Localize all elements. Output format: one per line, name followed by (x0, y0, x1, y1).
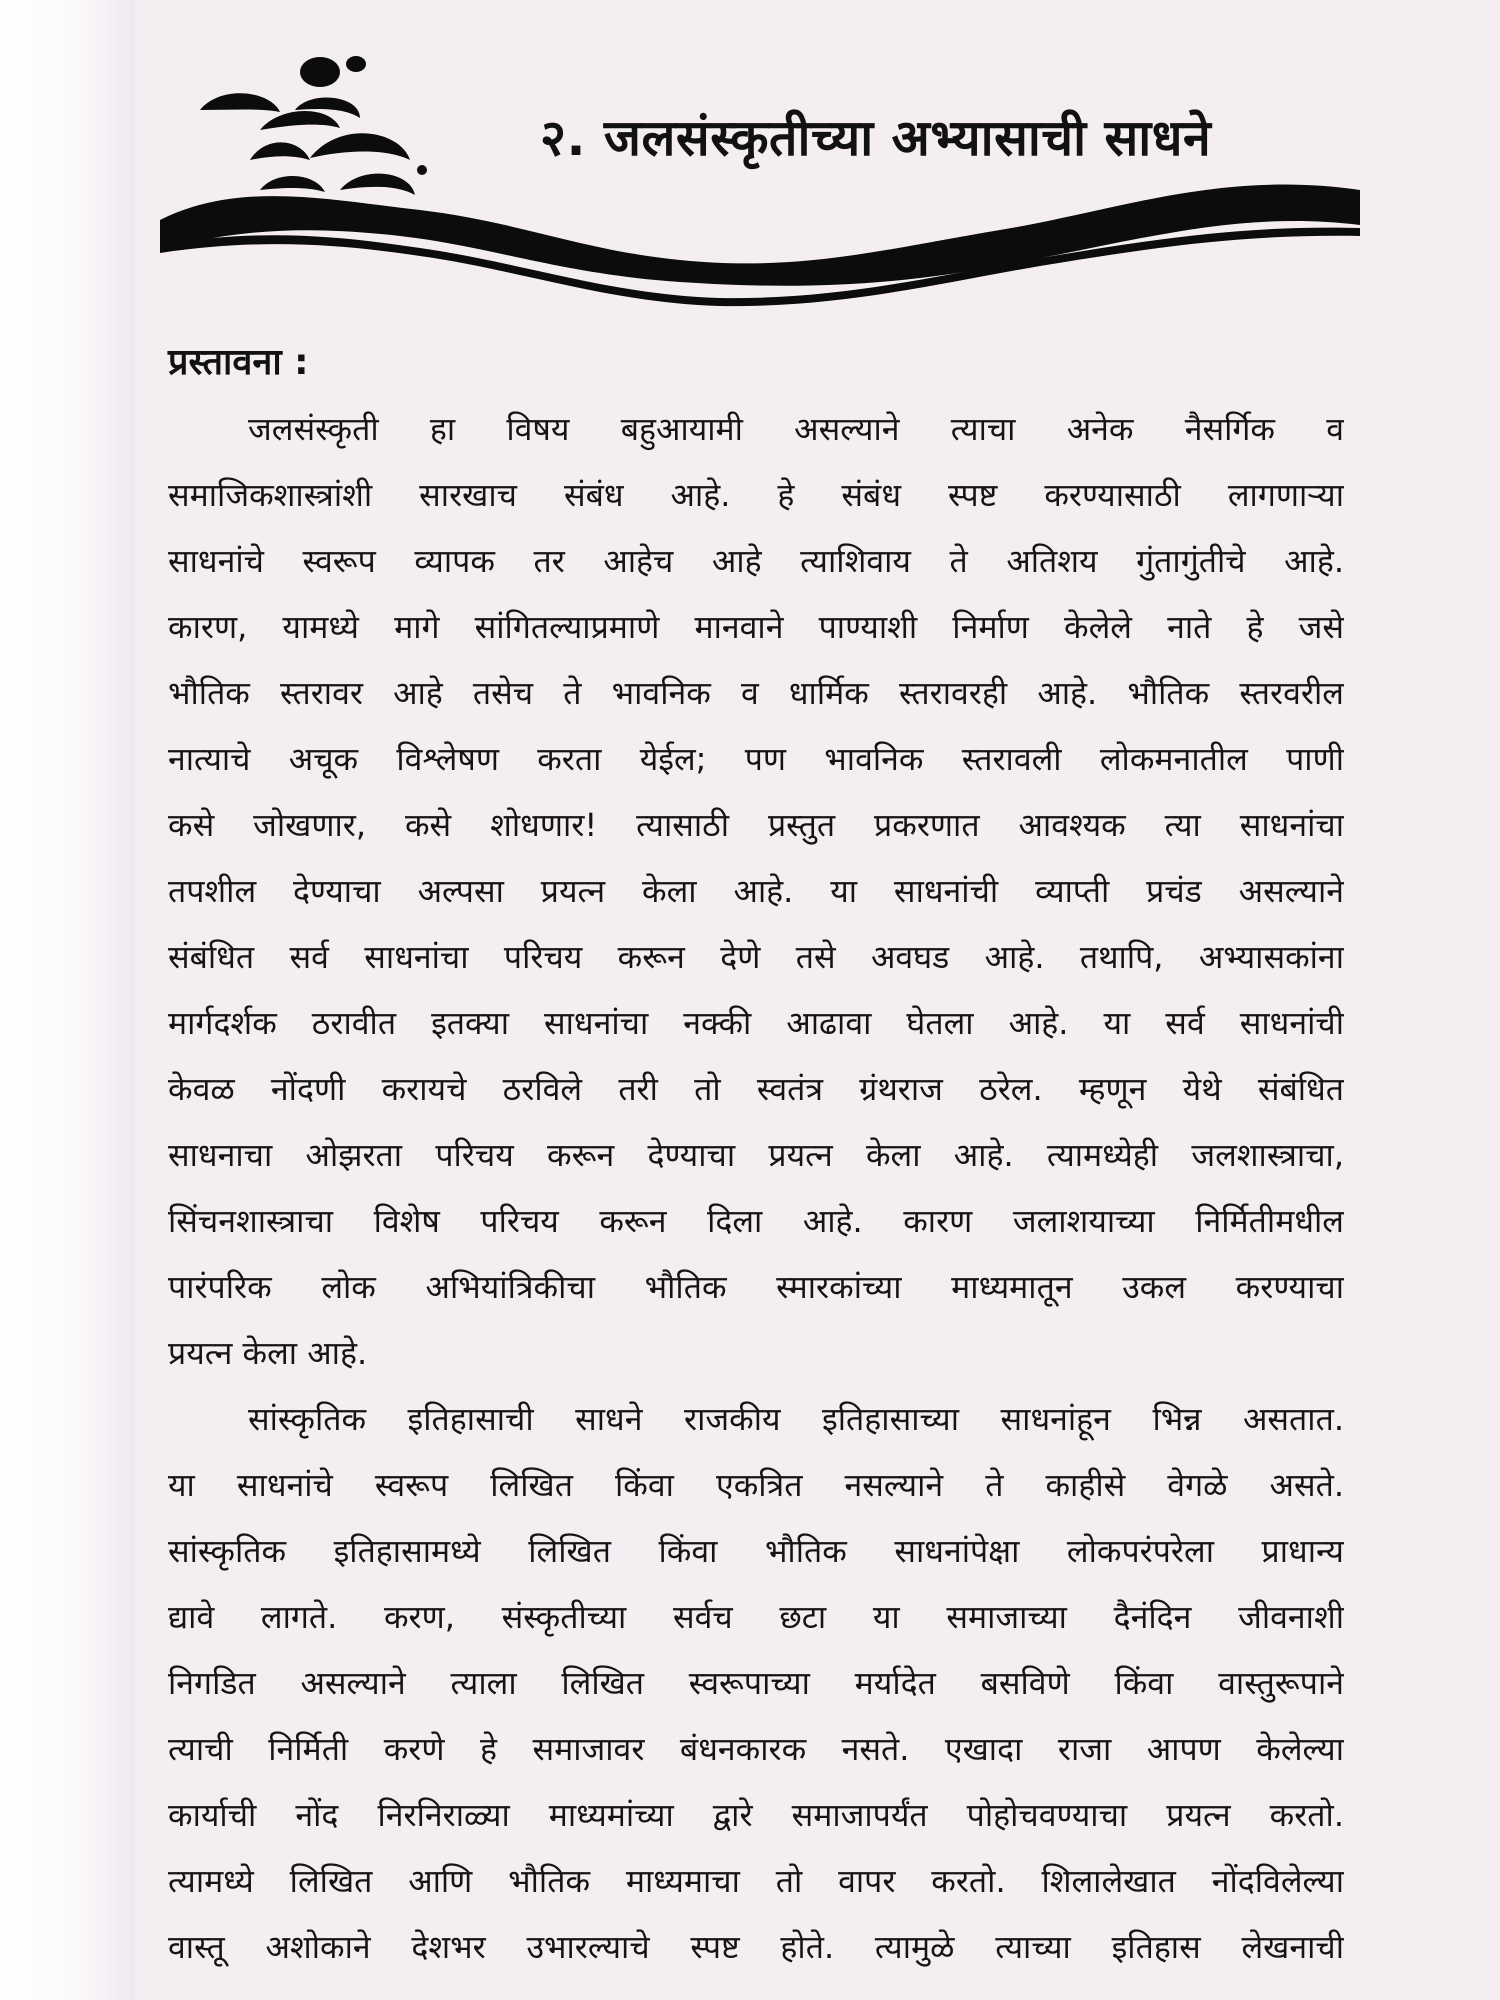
chapter-title: २. जलसंस्कृतीच्या अभ्यासाची साधने (540, 109, 1212, 167)
text-line: भौतिक स्तरावर आहे तसेच ते भावनिक व धार्मिक स्तरावरही आहे. भौतिक स्तरवरील (168, 674, 1344, 712)
text-line: साधनाचा ओझरता परिचय करून देण्याचा प्रयत्न केला आहे. त्यामध्येही जलशास्त्राचा, (168, 1136, 1344, 1174)
text-line: या साधनांचे स्वरूप लिखित किंवा एकत्रित नसल्याने ते काहीसे वेगळे असते. (168, 1466, 1344, 1504)
paragraph-1 (168, 396, 1344, 1386)
text-line: पारंपरिक लोक अभियांत्रिकीचा भौतिक स्मारकांच्या माध्यमातून उकल करण्याचा (168, 1268, 1344, 1306)
text-line: कसे जोखणार, कसे शोधणार! त्यासाठी प्रस्तुत प्रकरणात आवश्यक त्या साधनांचा (168, 806, 1344, 844)
text-line: निगडित असल्याने त्याला लिखित स्वरूपाच्या मर्यादेत बसविणे किंवा वास्तुरूपाने (168, 1664, 1344, 1702)
text-line: प्रयत्न केला आहे. (168, 1334, 368, 1372)
text-line: सिंचनशास्त्राचा विशेष परिचय करून दिला आहे. कारण जलाशयाच्या निर्मितीमधील (168, 1202, 1344, 1240)
water-splash-ornament-icon (160, 50, 1360, 310)
text-line: संबंधित सर्व साधनांचा परिचय करून देणे तसे अवघड आहे. तथापि, अभ्यासकांना (168, 938, 1344, 976)
book-gutter (0, 0, 135, 2000)
text-line: साधनांचे स्वरूप व्यापक तर आहेच आहे त्याशिवाय ते अतिशय गुंतागुंतीचे आहे. (168, 542, 1344, 580)
text-line: कार्याची नोंद निरनिराळ्या माध्यमांच्या द्वारे समाजापर्यंत पोहोचवण्याचा प्रयत्न करतो. (168, 1796, 1344, 1834)
text-line: द्यावे लागते. करण, संस्कृतीच्या सर्वच छटा या समाजाच्या दैनंदिन जीवनाशी (168, 1598, 1344, 1636)
section-heading: प्रस्तावना : (168, 342, 309, 383)
text-line: वास्तू अशोकाने देशभर उभारल्याचे स्पष्ट होते. त्यामुळे त्याच्या इतिहास लेखनाची (168, 1928, 1344, 1966)
text-line: सांस्कृतिक इतिहासामध्ये लिखित किंवा भौतिक साधनांपेक्षा लोकपरंपरेला प्राधान्य (168, 1532, 1344, 1570)
text-line: जलसंस्कृती हा विषय बहुआयामी असल्याने त्याचा अनेक नैसर्गिक व (248, 410, 1344, 448)
text-line: सांस्कृतिक इतिहासाची साधने राजकीय इतिहासाच्या साधनांहून भिन्न असतात. (248, 1400, 1344, 1438)
text-line: समाजिकशास्त्रांशी सारखाच संबंध आहे. हे संबंध स्पष्ट करण्यासाठी लागणाऱ्या (168, 476, 1344, 514)
paragraph-2 (168, 1386, 1344, 1980)
text-line: केवळ नोंदणी करायचे ठरविले तरी तो स्वतंत्र ग्रंथराज ठरेल. म्हणून येथे संबंधित (168, 1070, 1344, 1108)
body-text (168, 396, 1344, 1980)
text-line: नात्याचे अचूक विश्लेषण करता येईल; पण भावनिक स्तरावली लोकमनातील पाणी (168, 740, 1344, 778)
text-line: मार्गदर्शक ठरावीत इतक्या साधनांचा नक्की आढावा घेतला आहे. या सर्व साधनांची (168, 1004, 1344, 1042)
text-line: त्यामध्ये लिखित आणि भौतिक माध्यमाचा तो वापर करतो. शिलालेखात नोंदविलेल्या (168, 1862, 1344, 1900)
text-line: तपशील देण्याचा अल्पसा प्रयत्न केला आहे. या साधनांची व्याप्ती प्रचंड असल्याने (168, 872, 1344, 910)
text-line: त्याची निर्मिती करणे हे समाजावर बंधनकारक नसते. एखादा राजा आपण केलेल्या (168, 1730, 1344, 1768)
text-line: कारण, यामध्ये मागे सांगितल्याप्रमाणे मानवाने पाण्याशी निर्माण केलेले नाते हे जसे (168, 608, 1344, 646)
